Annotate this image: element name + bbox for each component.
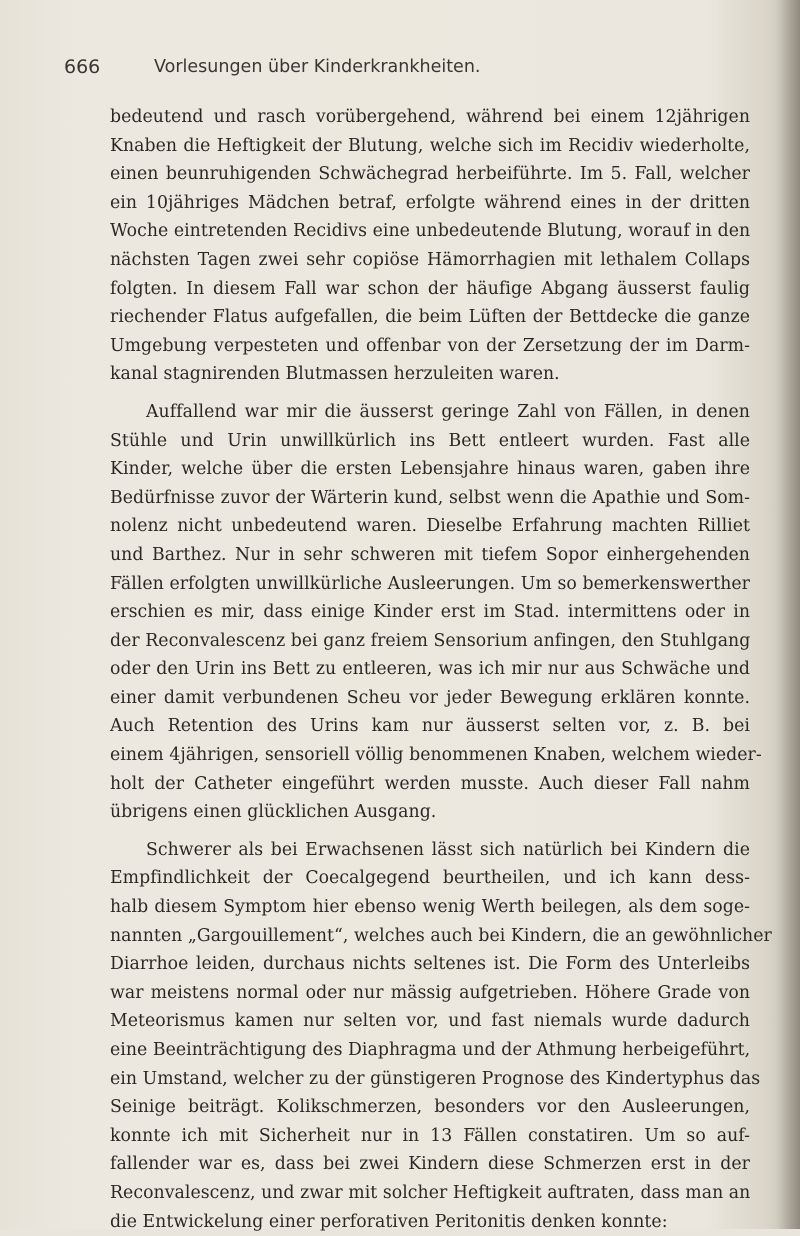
text-line: holt der Catheter eingeführt werden musste. Auch dieser Fall nahm: [110, 773, 750, 794]
text-line: erschien es mir, dass einige Kinder erst im Stad. intermittens oder in: [110, 602, 750, 623]
running-title: Vorlesungen über Kinderkrankheiten.: [154, 57, 481, 77]
text-line: Fällen erfolgten unwillkürliche Ausleerungen. Um so bemerkenswerther: [110, 573, 750, 594]
body-text: [110, 103, 772, 1236]
text-line: nächsten Tagen zwei sehr copiöse Hämorrhagien mit lethalem Collaps: [110, 249, 750, 270]
text-line: kanal stagnirenden Blutmassen herzuleiten waren.: [110, 364, 560, 385]
text-line: einem 4jährigen, sensoriell völlig benommenen Knaben, welchem wieder-: [110, 745, 762, 766]
text-line: nannten „Gargouillement“, welches auch bei Kindern, die an gewöhnlicher: [110, 925, 772, 946]
text-line: Diarrhoe leiden, durchaus nichts seltenes ist. Die Form des Unterleibs: [110, 954, 750, 975]
text-line: Umgebung verpesteten und offenbar von der Zersetzung der im Darm-: [110, 335, 750, 356]
text-line: der Reconvalescenz bei ganz freiem Sensorium anfingen, den Stuhlgang: [110, 630, 751, 651]
text-line: Auch Retention des Urins kam nur äusserst selten vor, z. B. bei: [110, 716, 750, 737]
text-line: fallender war es, dass bei zwei Kindern diese Schmerzen erst in der: [110, 1154, 750, 1175]
text-line: Meteorismus kamen nur selten vor, und fast niemals wurde dadurch: [110, 1011, 750, 1032]
text-line: einen beunruhigenden Schwächegrad herbeiführte. Im 5. Fall, welcher: [110, 164, 750, 185]
text-line: bedeutend und rasch vorübergehend, während bei einem 12jährigen: [110, 107, 750, 127]
text-line: oder den Urin ins Bett zu entleeren, was ich mir nur aus Schwäche und: [110, 659, 750, 680]
text-line: Bedürfnisse zuvor der Wärterin kund, selbst wenn die Apathie und Som-: [110, 487, 750, 508]
text-line: halb diesem Symptom hier ebenso wenig Werth beilegen, als dem soge-: [110, 897, 750, 918]
text-line: Seinige beiträgt. Kolikschmerzen, besonders vor den Ausleerungen,: [110, 1097, 750, 1118]
text-line: Reconvalescenz, und zwar mit solcher Heftigkeit auftraten, dass man an: [110, 1182, 751, 1203]
text-line: Knaben die Heftigkeit der Blutung, welche sich im Recidiv wiederholte,: [110, 135, 750, 156]
page-number: 666: [64, 56, 101, 78]
text-line: einer damit verbundenen Scheu vor jeder Bewegung erklären konnte.: [110, 687, 750, 708]
page-header: [64, 56, 724, 84]
text-line: nolenz nicht unbedeutend waren. Dieselbe Erfahrung machten Rilliet: [110, 516, 750, 537]
paragraph: [110, 103, 750, 389]
text-line: Woche eintretenden Recidivs eine unbedeutende Blutung, worauf in den: [110, 221, 751, 242]
text-line: Empfindlichkeit der Coecalgegend beurtheilen, und ich kann dess-: [110, 868, 750, 889]
text-line: folgten. In diesem Fall war schon der häufige Abgang äusserst faulig: [110, 278, 750, 299]
page-spine-edge: [778, 0, 800, 1229]
text-line: Kinder, welche über die ersten Lebensjahre hinaus waren, gaben ihre: [110, 459, 750, 480]
text-line: übrigens einen glücklichen Ausgang.: [110, 802, 437, 823]
text-line: ein 10jähriges Mädchen betraf, erfolgte während eines in der dritten: [110, 192, 750, 213]
text-line: ein Umstand, welcher zu der günstigeren Prognose des Kindertyphus das: [110, 1068, 761, 1089]
text-line: und Barthez. Nur in sehr schweren mit tiefem Sopor einhergehenden: [110, 544, 750, 565]
paragraph: [110, 398, 762, 827]
text-line: konnte ich mit Sicherheit nur in 13 Fällen constatiren. Um so auf-: [110, 1125, 750, 1146]
text-line: die Entwickelung einer perforativen Peritonitis denken konnte:: [110, 1211, 668, 1232]
text-line: Auffallend war mir die äusserst geringe Zahl von Fällen, in denen: [146, 401, 750, 422]
text-line: riechender Flatus aufgefallen, die beim Lüften der Bettdecke die ganze: [110, 307, 750, 328]
text-line: eine Beeinträchtigung des Diaphragma und der Athmung herbeigeführt,: [110, 1040, 751, 1060]
paragraph: [110, 836, 772, 1236]
text-line: war meistens normal oder nur mässig aufgetrieben. Höhere Grade von: [110, 982, 750, 1003]
text-line: Schwerer als bei Erwachsenen lässt sich natürlich bei Kindern die: [146, 839, 750, 860]
text-line: Stühle und Urin unwillkürlich ins Bett entleert wurden. Fast alle: [110, 430, 750, 451]
